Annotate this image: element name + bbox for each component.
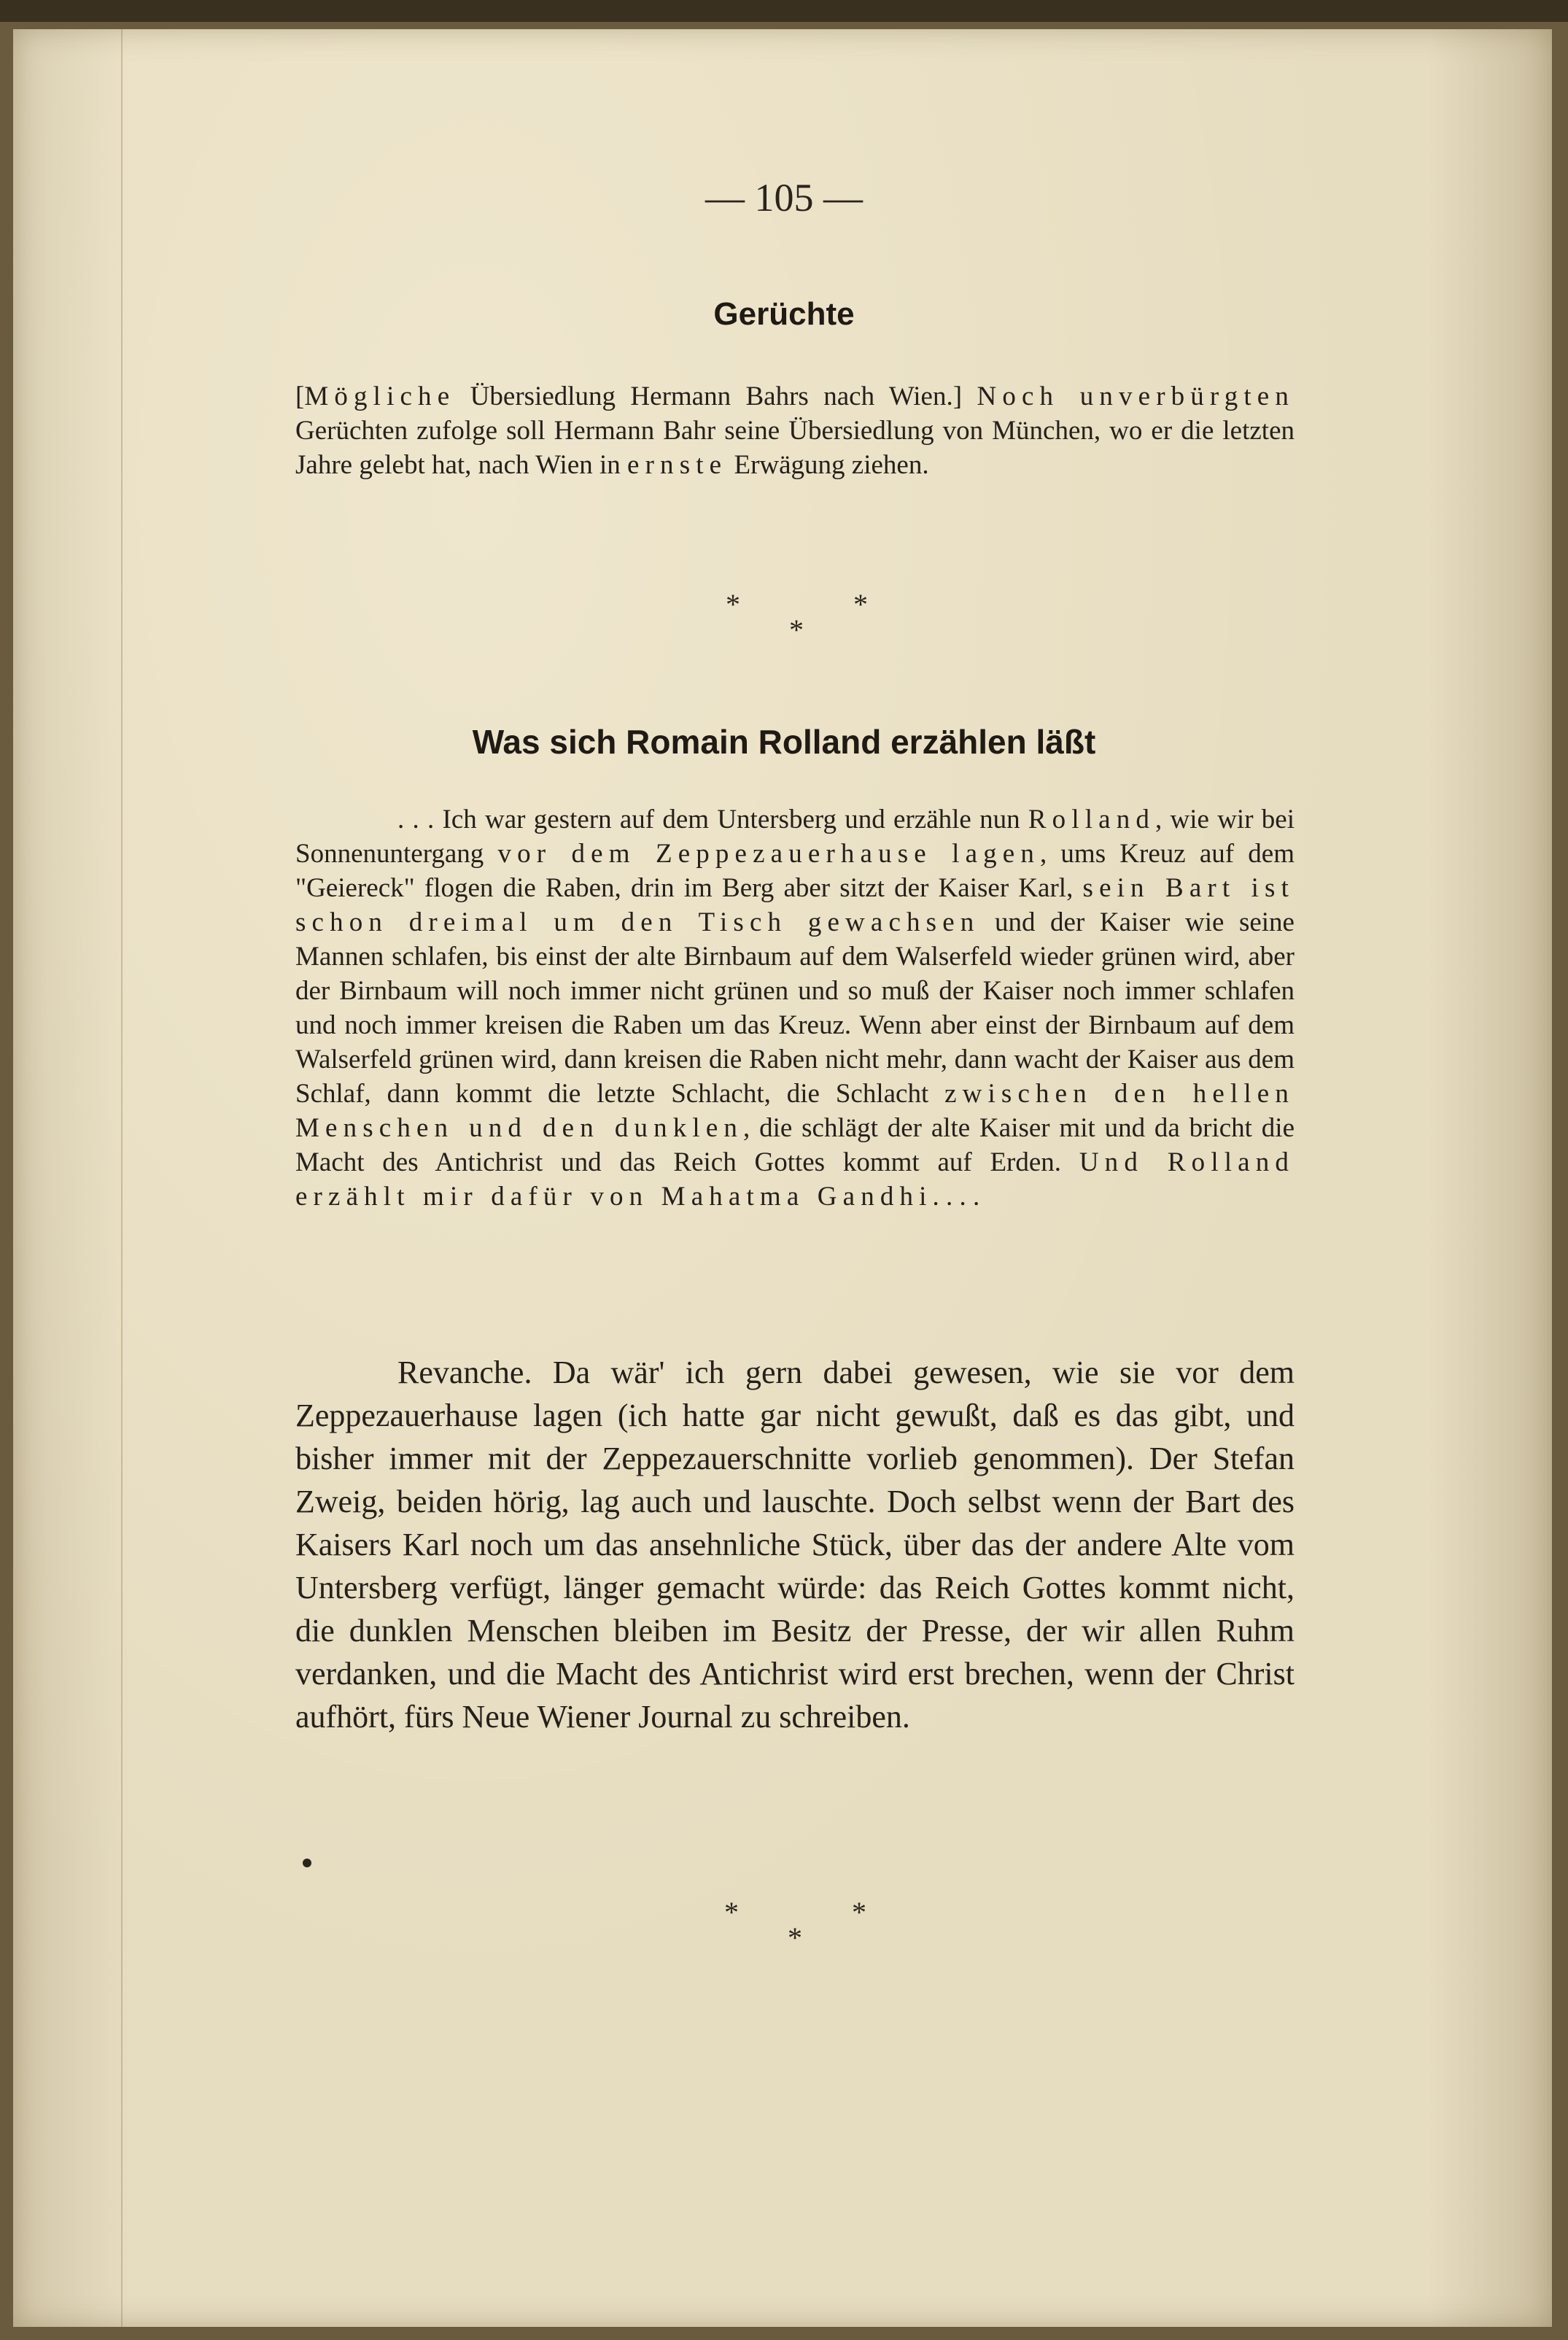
text-run: , ums Kreuz auf dem "Geiereck" flogen die Raben, drin im Berg aber sitzt der Kaiser Karl, bbox=[295, 839, 1295, 903]
ink-dot bbox=[303, 1859, 311, 1867]
emphasized-text-run: Mögliche bbox=[304, 381, 456, 411]
section-heading-rolland: Was sich Romain Rolland erzählen läßt bbox=[472, 723, 1096, 761]
separator-star: * bbox=[788, 1921, 802, 1954]
emphasized-text-run: zwischen den hellen Menschen und den dunklen bbox=[295, 1079, 1295, 1143]
text-run: und der Kaiser wie seine Mannen schlafen, bis einst der alte Birnbaum auf dem Walserfeld wieder grünen wird, aber der Birnbaum will noch immer nicht grünen und so muß der Kaiser noch immer schlafen und noch immer kreisen die Raben um das Kreuz. Wenn aber einst der Birnbaum auf dem Walserfeld grünen wird, dann kreisen die Raben nicht mehr, dann wacht der Kaiser aus dem Schlaf, dann kommt die letzte Schlacht, die Schlacht bbox=[295, 907, 1295, 1109]
emphasized-text-run: Rolland bbox=[1028, 805, 1156, 834]
emphasized-text-run: Noch unverbürgten bbox=[977, 381, 1295, 411]
text-run: [ bbox=[295, 381, 305, 411]
separator-star: * bbox=[789, 613, 804, 646]
emphasized-text-run: ernste bbox=[627, 450, 728, 480]
separator-star: * bbox=[853, 588, 868, 621]
text-run: Gerüchten zufolge soll Hermann Bahr seine Übersiedlung von München, wo er die letzten Jahre gelebt hat, nach Wien in bbox=[295, 416, 1295, 480]
paragraph-rolland-quote bbox=[295, 802, 1295, 1214]
text-run: . . . Ich war gestern auf dem Untersberg und erzähle nun bbox=[397, 805, 1028, 834]
emphasized-text-run: vor dem Zeppezauerhause lagen bbox=[497, 839, 1040, 869]
text-run: Übersiedlung Hermann Bahrs nach Wien.] bbox=[455, 381, 977, 411]
page-number: — 105 — bbox=[705, 176, 863, 220]
text-run: , wie wir bei Sonnenuntergang bbox=[295, 805, 1295, 869]
text-run: Erwägung ziehen. bbox=[727, 450, 929, 480]
paragraph-revanche: Revanche. Da wär' ich gern dabei gewesen, wie sie vor dem Zeppezauerhause lagen (ich hatte gar nicht gewußt, daß es das gibt, und bisher immer mit der Zeppezauerschnitte vorlieb genommen). Der Stefan Zweig, beiden hörig, lag auch und lauschte. Doch selbst wenn der Bart des Kaisers Karl noch um das ansehnliche Stück, über das der andere Alte vom Untersberg verfügt, länger gemacht würde: das Reich Gottes kommt nicht, die dunklen Menschen bleiben im Besitz der Presse, der wir allen Ruhm verdanken, und die Macht des Antichrist wird erst brechen, wenn der Christ aufhört, fürs Neue Wiener Journal zu schreiben. bbox=[295, 1355, 1295, 1735]
separator-star: * bbox=[726, 588, 740, 621]
separator-star: * bbox=[724, 1896, 739, 1929]
text-run: , die schlägt der alte Kaiser mit und da bricht die Macht des Antichrist und das Reich Gottes kommt auf Erden. bbox=[295, 1113, 1295, 1177]
text-run: . . . . bbox=[932, 1182, 980, 1212]
separator-star: * bbox=[852, 1896, 866, 1929]
emphasized-text-run: sein Bart ist schon dreimal um den Tisch gewachsen bbox=[295, 873, 1295, 937]
emphasized-text-run: Und Rolland erzählt mir dafür von Mahatma Gandhi bbox=[295, 1147, 1295, 1212]
paragraph-geruechte bbox=[295, 379, 1295, 482]
page-edge bbox=[13, 29, 123, 2327]
section-heading-geruechte: Gerüchte bbox=[713, 296, 855, 332]
